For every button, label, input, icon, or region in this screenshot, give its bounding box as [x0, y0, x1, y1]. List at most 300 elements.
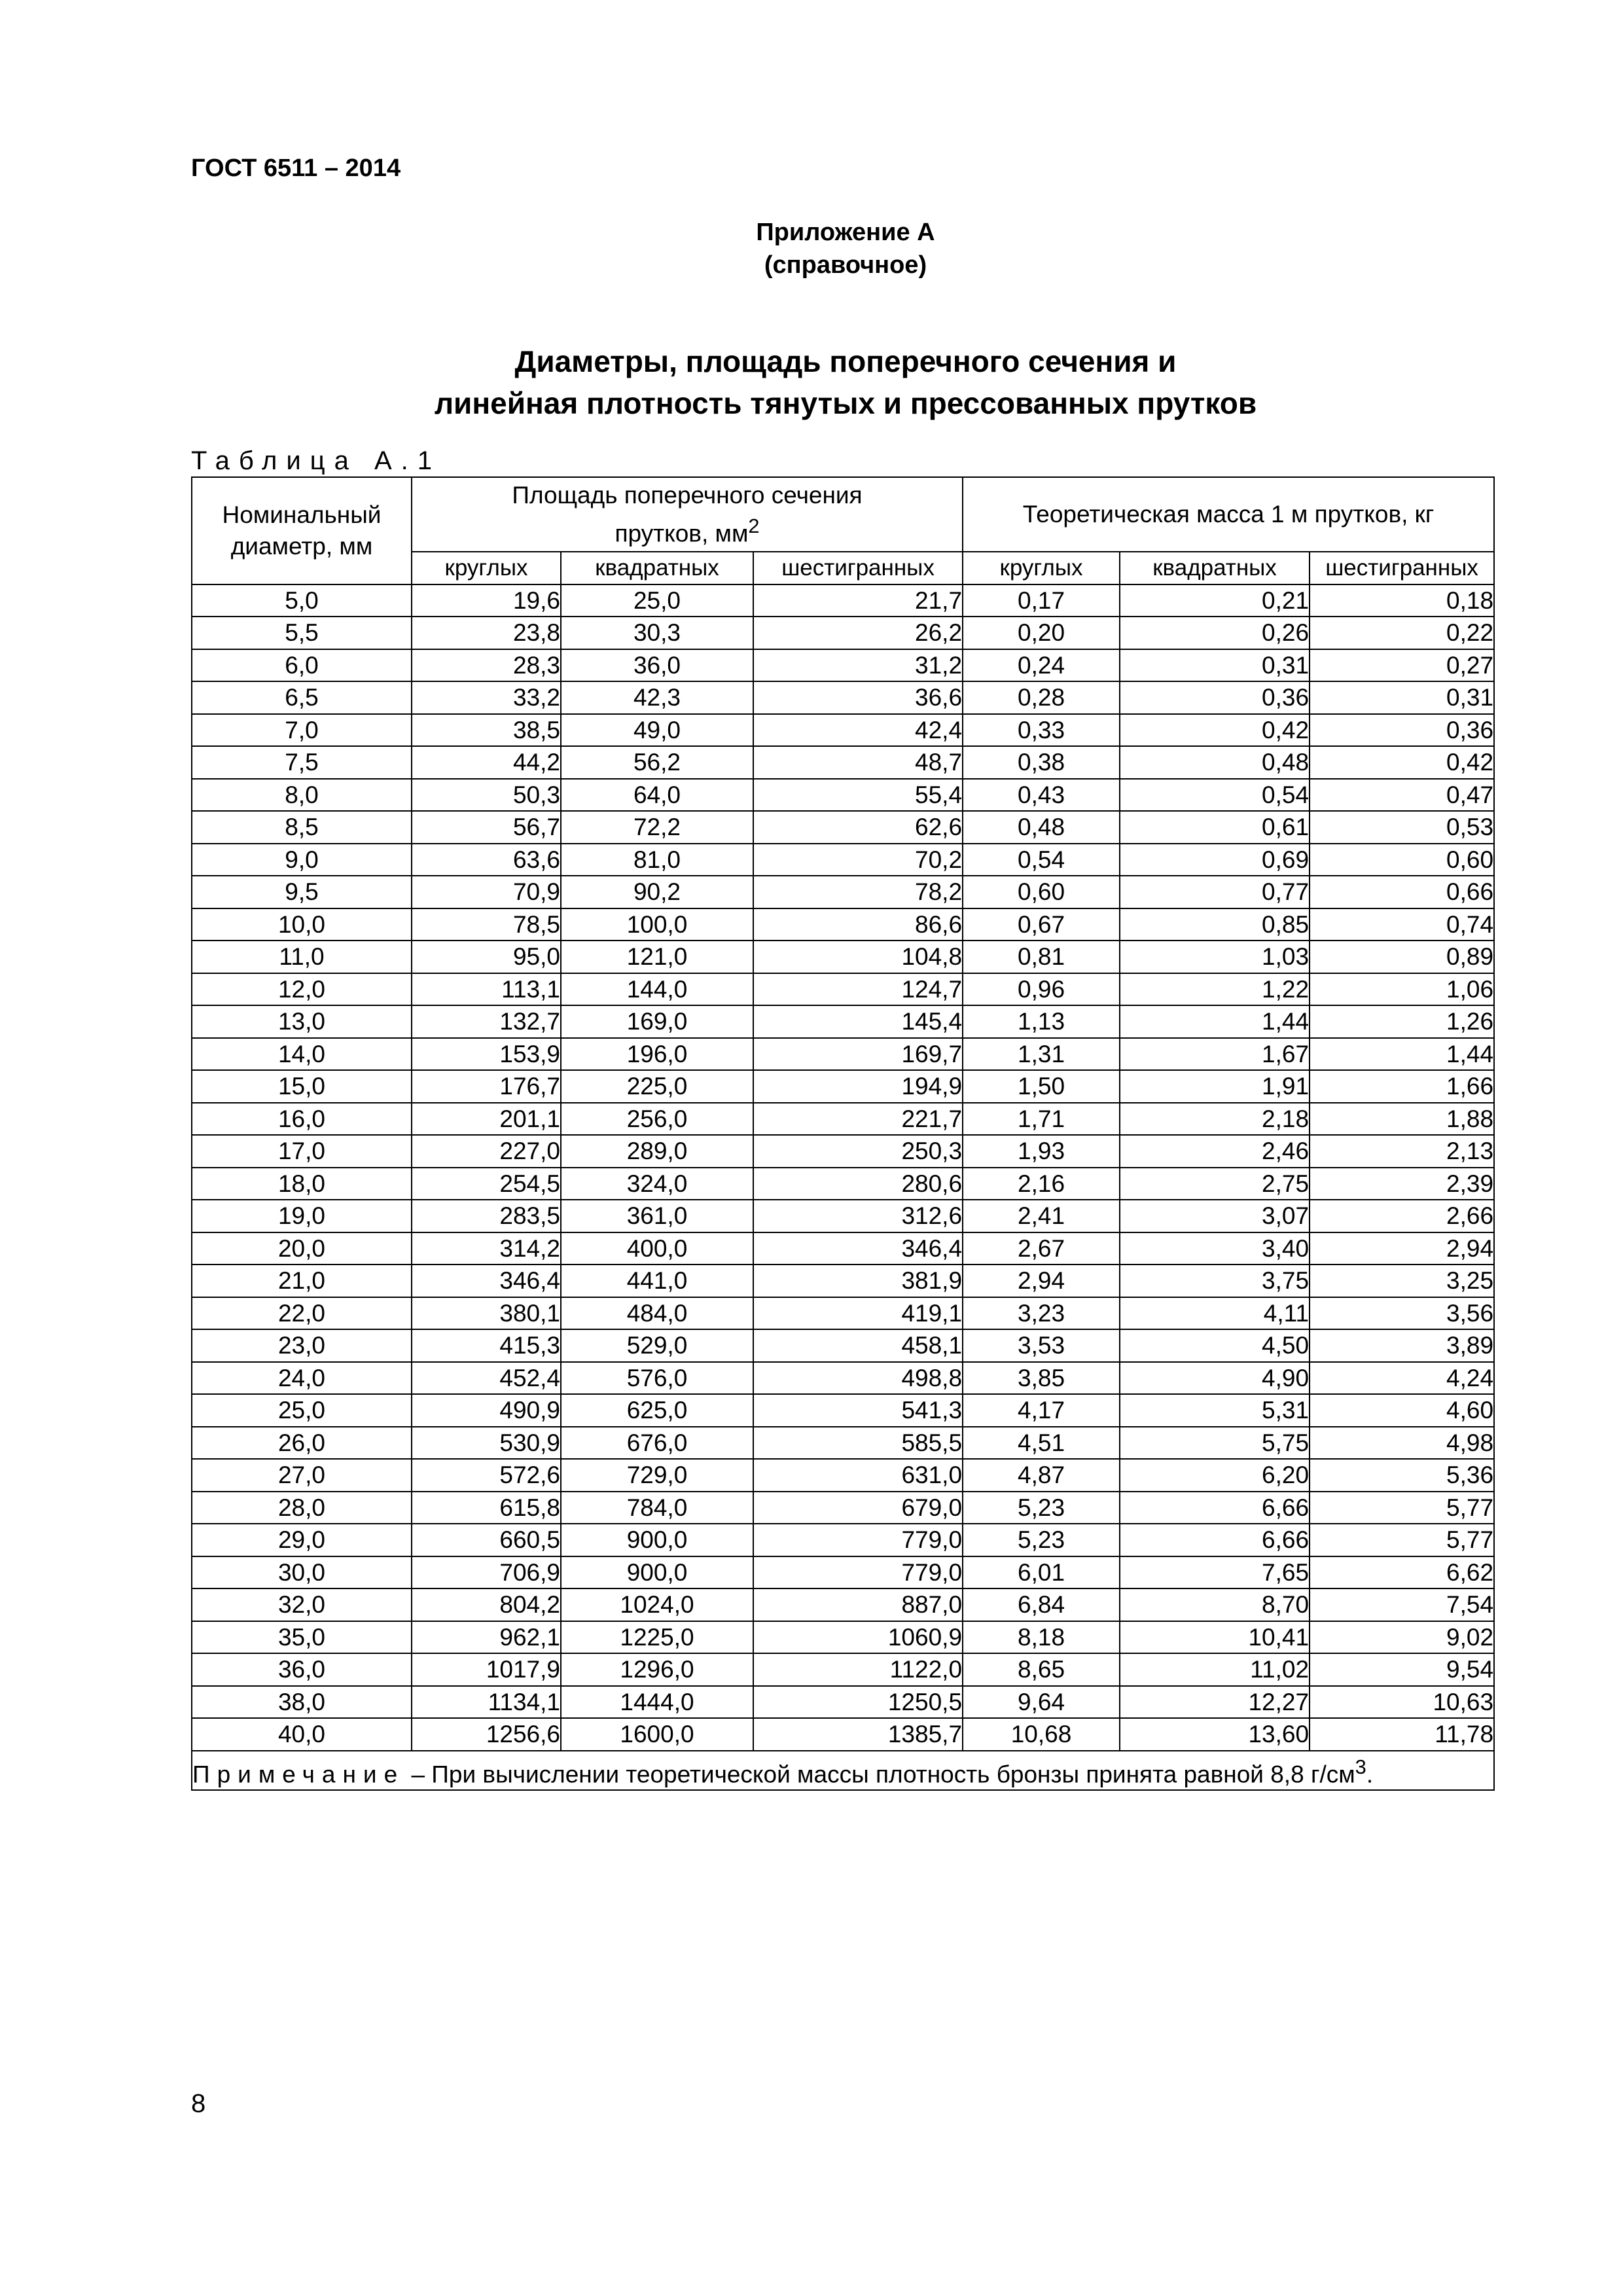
cell-mass-hexagonal: 5,77: [1310, 1524, 1494, 1556]
cell-area-round: 1134,1: [412, 1686, 561, 1719]
cell-area-hexagonal: 1060,9: [753, 1621, 963, 1654]
cell-mass-hexagonal: 9,54: [1310, 1653, 1494, 1686]
cell-area-hexagonal: 679,0: [753, 1492, 963, 1524]
cell-area-hexagonal: 887,0: [753, 1588, 963, 1621]
cell-mass-hexagonal: 2,94: [1310, 1232, 1494, 1265]
cell-area-square: 529,0: [561, 1329, 753, 1362]
cell-mass-square: 0,69: [1120, 844, 1310, 876]
cell-area-hexagonal: 86,6: [753, 908, 963, 941]
header-nominal-diameter: [192, 477, 412, 584]
cell-area-square: 576,0: [561, 1362, 753, 1395]
cell-mass-square: 4,50: [1120, 1329, 1310, 1362]
cell-area-round: 962,1: [412, 1621, 561, 1654]
cell-mass-hexagonal: 7,54: [1310, 1588, 1494, 1621]
cell-area-round: 1256,6: [412, 1718, 561, 1751]
page-title: [0, 340, 1623, 424]
cell-area-round: 19,6: [412, 584, 561, 617]
table-row: [192, 714, 1494, 747]
cell-mass-hexagonal: 0,47: [1310, 779, 1494, 812]
cell-area-hexagonal: 42,4: [753, 714, 963, 747]
cell-mass-square: 2,18: [1120, 1103, 1310, 1136]
table-row: [192, 876, 1494, 908]
cell-mass-square: 3,07: [1120, 1200, 1310, 1232]
cell-mass-square: 3,75: [1120, 1265, 1310, 1297]
cell-diameter: 21,0: [192, 1265, 412, 1297]
cell-area-square: 484,0: [561, 1297, 753, 1330]
cell-mass-hexagonal: 2,13: [1310, 1135, 1494, 1168]
cell-area-square: 196,0: [561, 1038, 753, 1071]
cell-area-hexagonal: 1122,0: [753, 1653, 963, 1686]
cell-area-round: 254,5: [412, 1168, 561, 1200]
cell-mass-hexagonal: 5,77: [1310, 1492, 1494, 1524]
table-row: [192, 1265, 1494, 1297]
cell-area-square: 169,0: [561, 1005, 753, 1038]
cell-mass-square: 1,03: [1120, 941, 1310, 973]
cell-area-square: 121,0: [561, 941, 753, 973]
cell-area-round: 283,5: [412, 1200, 561, 1232]
cell-area-round: 56,7: [412, 811, 561, 844]
cell-mass-round: 0,48: [963, 811, 1120, 844]
cell-mass-hexagonal: 9,02: [1310, 1621, 1494, 1654]
cell-area-square: 30,3: [561, 617, 753, 649]
cell-area-round: 1017,9: [412, 1653, 561, 1686]
cell-mass-round: 0,54: [963, 844, 1120, 876]
cell-area-hexagonal: 221,7: [753, 1103, 963, 1136]
cell-area-round: 63,6: [412, 844, 561, 876]
cell-area-round: 201,1: [412, 1103, 561, 1136]
cell-mass-round: 1,31: [963, 1038, 1120, 1071]
cell-area-hexagonal: 194,9: [753, 1070, 963, 1103]
note-label: Примечание: [192, 1760, 405, 1787]
cell-mass-square: 0,61: [1120, 811, 1310, 844]
cell-area-round: 95,0: [412, 941, 561, 973]
cell-diameter: 6,0: [192, 649, 412, 682]
header-nominal-diameter-line-1: Номинальный: [222, 501, 382, 529]
cell-area-round: 314,2: [412, 1232, 561, 1265]
cell-area-square: 100,0: [561, 908, 753, 941]
cell-diameter: 17,0: [192, 1135, 412, 1168]
cell-mass-round: 8,18: [963, 1621, 1120, 1654]
cell-mass-square: 1,22: [1120, 973, 1310, 1006]
cell-area-square: 400,0: [561, 1232, 753, 1265]
cell-area-hexagonal: 280,6: [753, 1168, 963, 1200]
cell-mass-round: 6,01: [963, 1556, 1120, 1589]
cell-mass-round: 2,94: [963, 1265, 1120, 1297]
cell-area-hexagonal: 124,7: [753, 973, 963, 1006]
cell-area-square: 72,2: [561, 811, 753, 844]
cell-area-round: 70,9: [412, 876, 561, 908]
cell-mass-round: 8,65: [963, 1653, 1120, 1686]
table-row: [192, 1459, 1494, 1492]
cell-diameter: 32,0: [192, 1588, 412, 1621]
cell-area-hexagonal: 62,6: [753, 811, 963, 844]
cell-area-round: 572,6: [412, 1459, 561, 1492]
cell-area-round: 28,3: [412, 649, 561, 682]
cell-area-hexagonal: 458,1: [753, 1329, 963, 1362]
table-row: [192, 1427, 1494, 1460]
cell-diameter: 23,0: [192, 1329, 412, 1362]
cell-mass-round: 3,85: [963, 1362, 1120, 1395]
table-row: [192, 1556, 1494, 1589]
cell-area-round: 415,3: [412, 1329, 561, 1362]
cell-area-round: 44,2: [412, 746, 561, 779]
cell-mass-hexagonal: 3,89: [1310, 1329, 1494, 1362]
cell-mass-hexagonal: 0,66: [1310, 876, 1494, 908]
cell-area-square: 81,0: [561, 844, 753, 876]
table-row: [192, 1394, 1494, 1427]
cell-area-square: 25,0: [561, 584, 753, 617]
header-area-line-2: [412, 511, 962, 549]
cell-mass-hexagonal: 11,78: [1310, 1718, 1494, 1751]
cell-diameter: 5,5: [192, 617, 412, 649]
cell-diameter: 28,0: [192, 1492, 412, 1524]
cell-area-round: 346,4: [412, 1265, 561, 1297]
cell-area-square: 676,0: [561, 1427, 753, 1460]
cell-diameter: 13,0: [192, 1005, 412, 1038]
cell-area-hexagonal: 631,0: [753, 1459, 963, 1492]
cell-area-round: 804,2: [412, 1588, 561, 1621]
cell-mass-round: 0,28: [963, 681, 1120, 714]
cell-area-hexagonal: 585,5: [753, 1427, 963, 1460]
cell-mass-hexagonal: 4,24: [1310, 1362, 1494, 1395]
page-number: 8: [191, 2089, 206, 2118]
cell-diameter: 25,0: [192, 1394, 412, 1427]
cell-mass-round: 2,16: [963, 1168, 1120, 1200]
cell-area-square: 144,0: [561, 973, 753, 1006]
cell-mass-hexagonal: 4,98: [1310, 1427, 1494, 1460]
cell-mass-hexagonal: 0,42: [1310, 746, 1494, 779]
cell-diameter: 6,5: [192, 681, 412, 714]
cell-mass-square: 5,75: [1120, 1427, 1310, 1460]
table-row: [192, 1329, 1494, 1362]
cell-mass-round: 0,33: [963, 714, 1120, 747]
cell-mass-hexagonal: 0,27: [1310, 649, 1494, 682]
table-row: [192, 1686, 1494, 1719]
cell-mass-square: 0,77: [1120, 876, 1310, 908]
cell-mass-hexagonal: 3,56: [1310, 1297, 1494, 1330]
cell-area-square: 784,0: [561, 1492, 753, 1524]
subheader-mass-hexagonal: шестигранных: [1310, 552, 1494, 584]
table-row: [192, 1038, 1494, 1071]
table-row: [192, 681, 1494, 714]
cell-mass-hexagonal: 1,26: [1310, 1005, 1494, 1038]
cell-diameter: 12,0: [192, 973, 412, 1006]
cell-mass-hexagonal: 10,63: [1310, 1686, 1494, 1719]
cell-area-hexagonal: 1385,7: [753, 1718, 963, 1751]
cell-mass-square: 0,42: [1120, 714, 1310, 747]
cell-diameter: 30,0: [192, 1556, 412, 1589]
cell-diameter: 18,0: [192, 1168, 412, 1200]
cell-diameter: 9,0: [192, 844, 412, 876]
cell-mass-hexagonal: 1,44: [1310, 1038, 1494, 1071]
cell-mass-hexagonal: 1,66: [1310, 1070, 1494, 1103]
cell-mass-hexagonal: 2,39: [1310, 1168, 1494, 1200]
cell-area-round: 615,8: [412, 1492, 561, 1524]
cell-mass-square: 0,36: [1120, 681, 1310, 714]
header-area-unit: прутков, мм: [615, 520, 749, 547]
cell-area-round: 33,2: [412, 681, 561, 714]
cell-mass-round: 0,24: [963, 649, 1120, 682]
cell-area-round: 23,8: [412, 617, 561, 649]
cell-area-hexagonal: 1250,5: [753, 1686, 963, 1719]
cell-mass-round: 0,38: [963, 746, 1120, 779]
cell-area-hexagonal: 36,6: [753, 681, 963, 714]
table-row: [192, 584, 1494, 617]
table-row: [192, 908, 1494, 941]
cell-mass-hexagonal: 1,88: [1310, 1103, 1494, 1136]
cell-mass-round: 0,60: [963, 876, 1120, 908]
table-body: [192, 584, 1494, 1751]
header-area-line-1: Площадь поперечного сечения: [512, 481, 863, 509]
cell-area-hexagonal: 78,2: [753, 876, 963, 908]
table-row: [192, 746, 1494, 779]
header-cross-section-area: [412, 477, 963, 552]
cell-mass-square: 0,21: [1120, 584, 1310, 617]
cell-mass-hexagonal: 6,62: [1310, 1556, 1494, 1589]
cell-mass-square: 11,02: [1120, 1653, 1310, 1686]
note-text: – При вычислении теоретической массы плотность бронзы принята равной 8,8 г/см: [404, 1760, 1355, 1787]
cell-area-square: 1444,0: [561, 1686, 753, 1719]
table-row: [192, 1524, 1494, 1556]
cell-mass-square: 12,27: [1120, 1686, 1310, 1719]
cell-area-square: 56,2: [561, 746, 753, 779]
cell-mass-round: 3,53: [963, 1329, 1120, 1362]
cell-mass-hexagonal: 0,22: [1310, 617, 1494, 649]
table-row: [192, 941, 1494, 973]
cell-area-square: 225,0: [561, 1070, 753, 1103]
cell-diameter: 24,0: [192, 1362, 412, 1395]
cell-area-round: 490,9: [412, 1394, 561, 1427]
appendix-type: (справочное): [764, 251, 927, 279]
table-row: [192, 1200, 1494, 1232]
cell-mass-square: 6,66: [1120, 1524, 1310, 1556]
table-note: [192, 1751, 1494, 1791]
cell-mass-hexagonal: 0,74: [1310, 908, 1494, 941]
cell-area-round: 176,7: [412, 1070, 561, 1103]
table-row: [192, 811, 1494, 844]
cell-area-hexagonal: 48,7: [753, 746, 963, 779]
table-row: [192, 779, 1494, 812]
cell-area-round: 706,9: [412, 1556, 561, 1589]
cell-area-square: 49,0: [561, 714, 753, 747]
cell-area-square: 1024,0: [561, 1588, 753, 1621]
subheader-area-round: круглых: [412, 552, 561, 584]
cell-area-hexagonal: 779,0: [753, 1524, 963, 1556]
cell-area-hexagonal: 498,8: [753, 1362, 963, 1395]
table-row: [192, 1621, 1494, 1654]
cell-mass-square: 6,66: [1120, 1492, 1310, 1524]
cell-area-round: 660,5: [412, 1524, 561, 1556]
cell-mass-round: 0,96: [963, 973, 1120, 1006]
cell-area-square: 64,0: [561, 779, 753, 812]
cell-area-square: 324,0: [561, 1168, 753, 1200]
table-row: [192, 844, 1494, 876]
cell-mass-hexagonal: 2,66: [1310, 1200, 1494, 1232]
cell-mass-round: 2,67: [963, 1232, 1120, 1265]
cell-area-hexagonal: 346,4: [753, 1232, 963, 1265]
cell-diameter: 15,0: [192, 1070, 412, 1103]
table-row: [192, 1653, 1494, 1686]
cell-area-square: 42,3: [561, 681, 753, 714]
cell-area-round: 380,1: [412, 1297, 561, 1330]
appendix-heading: [0, 216, 1623, 281]
cell-area-hexagonal: 31,2: [753, 649, 963, 682]
table-note-row: [192, 1751, 1494, 1791]
cell-area-hexagonal: 70,2: [753, 844, 963, 876]
cell-mass-round: 0,17: [963, 584, 1120, 617]
cell-area-round: 132,7: [412, 1005, 561, 1038]
cell-mass-round: 0,20: [963, 617, 1120, 649]
cell-area-square: 1225,0: [561, 1621, 753, 1654]
table-row: [192, 1232, 1494, 1265]
cell-mass-round: 10,68: [963, 1718, 1120, 1751]
cell-mass-square: 1,44: [1120, 1005, 1310, 1038]
cell-mass-square: 2,46: [1120, 1135, 1310, 1168]
cell-mass-round: 5,23: [963, 1524, 1120, 1556]
cell-mass-round: 2,41: [963, 1200, 1120, 1232]
cell-mass-hexagonal: 0,89: [1310, 941, 1494, 973]
cell-area-square: 441,0: [561, 1265, 753, 1297]
table-row: [192, 1492, 1494, 1524]
cell-mass-square: 0,48: [1120, 746, 1310, 779]
table-row: [192, 617, 1494, 649]
cell-mass-hexagonal: 0,31: [1310, 681, 1494, 714]
cell-diameter: 8,0: [192, 779, 412, 812]
cell-mass-round: 0,81: [963, 941, 1120, 973]
cell-area-square: 900,0: [561, 1524, 753, 1556]
cell-area-hexagonal: 419,1: [753, 1297, 963, 1330]
cell-mass-round: 6,84: [963, 1588, 1120, 1621]
cell-area-round: 452,4: [412, 1362, 561, 1395]
cell-mass-round: 1,93: [963, 1135, 1120, 1168]
cell-mass-hexagonal: 3,25: [1310, 1265, 1494, 1297]
cell-area-round: 530,9: [412, 1427, 561, 1460]
cell-area-hexagonal: 381,9: [753, 1265, 963, 1297]
appendix-label: Приложение А: [756, 219, 935, 246]
table-row: [192, 1135, 1494, 1168]
table-row: [192, 1718, 1494, 1751]
cell-mass-round: 0,43: [963, 779, 1120, 812]
cell-mass-round: 5,23: [963, 1492, 1120, 1524]
cell-diameter: 36,0: [192, 1653, 412, 1686]
header-theoretical-mass: Теоретическая масса 1 м прутков, кг: [963, 477, 1494, 552]
cell-mass-round: 1,13: [963, 1005, 1120, 1038]
cell-diameter: 29,0: [192, 1524, 412, 1556]
cell-mass-square: 6,20: [1120, 1459, 1310, 1492]
cell-mass-square: 8,70: [1120, 1588, 1310, 1621]
header-area-superscript: 2: [748, 514, 760, 538]
cell-mass-square: 0,85: [1120, 908, 1310, 941]
cell-mass-hexagonal: 0,36: [1310, 714, 1494, 747]
cell-mass-round: 3,23: [963, 1297, 1120, 1330]
cell-area-round: 227,0: [412, 1135, 561, 1168]
note-end: .: [1366, 1760, 1374, 1787]
cell-mass-round: 1,50: [963, 1070, 1120, 1103]
page-title-line-2: линейная плотность тянутых и прессованных прутков: [434, 386, 1257, 420]
table-row: [192, 1297, 1494, 1330]
table-row: [192, 1005, 1494, 1038]
cell-diameter: 10,0: [192, 908, 412, 941]
subheader-area-hexagonal: шестигранных: [753, 552, 963, 584]
cell-diameter: 26,0: [192, 1427, 412, 1460]
note-superscript: 3: [1355, 1755, 1366, 1778]
cell-mass-square: 0,26: [1120, 617, 1310, 649]
cell-area-round: 113,1: [412, 973, 561, 1006]
cell-mass-round: 4,51: [963, 1427, 1120, 1460]
cell-mass-square: 1,67: [1120, 1038, 1310, 1071]
cell-diameter: 14,0: [192, 1038, 412, 1071]
cell-area-hexagonal: 541,3: [753, 1394, 963, 1427]
table-caption: Таблица А.1: [191, 446, 441, 475]
cell-area-round: 38,5: [412, 714, 561, 747]
cell-diameter: 9,5: [192, 876, 412, 908]
cell-mass-hexagonal: 0,53: [1310, 811, 1494, 844]
cell-mass-square: 4,90: [1120, 1362, 1310, 1395]
cell-diameter: 7,5: [192, 746, 412, 779]
header-nominal-diameter-line-2: диаметр, мм: [230, 532, 373, 560]
cell-mass-square: 3,40: [1120, 1232, 1310, 1265]
cell-area-square: 289,0: [561, 1135, 753, 1168]
cell-mass-square: 2,75: [1120, 1168, 1310, 1200]
cell-mass-hexagonal: 0,18: [1310, 584, 1494, 617]
subheader-mass-round: круглых: [963, 552, 1120, 584]
cell-area-hexagonal: 779,0: [753, 1556, 963, 1589]
cell-area-square: 1600,0: [561, 1718, 753, 1751]
subheader-mass-square: квадратных: [1120, 552, 1310, 584]
cell-area-hexagonal: 55,4: [753, 779, 963, 812]
cell-area-round: 78,5: [412, 908, 561, 941]
table-row: [192, 1103, 1494, 1136]
cell-mass-square: 13,60: [1120, 1718, 1310, 1751]
table-row: [192, 649, 1494, 682]
cell-diameter: 5,0: [192, 584, 412, 617]
cell-mass-square: 5,31: [1120, 1394, 1310, 1427]
table-row: [192, 1588, 1494, 1621]
cell-area-hexagonal: 145,4: [753, 1005, 963, 1038]
cell-mass-square: 7,65: [1120, 1556, 1310, 1589]
cell-area-round: 50,3: [412, 779, 561, 812]
cell-diameter: 16,0: [192, 1103, 412, 1136]
subheader-area-square: квадратных: [561, 552, 753, 584]
cell-mass-square: 0,54: [1120, 779, 1310, 812]
cell-area-round: 153,9: [412, 1038, 561, 1071]
cell-mass-round: 0,67: [963, 908, 1120, 941]
cell-area-hexagonal: 312,6: [753, 1200, 963, 1232]
cell-area-square: 361,0: [561, 1200, 753, 1232]
table-row: [192, 1168, 1494, 1200]
page-title-line-1: Диаметры, площадь поперечного сечения и: [514, 344, 1177, 378]
cell-area-hexagonal: 21,7: [753, 584, 963, 617]
cell-mass-square: 4,11: [1120, 1297, 1310, 1330]
cell-diameter: 40,0: [192, 1718, 412, 1751]
cell-diameter: 11,0: [192, 941, 412, 973]
cell-area-hexagonal: 169,7: [753, 1038, 963, 1071]
cell-area-square: 1296,0: [561, 1653, 753, 1686]
cell-mass-hexagonal: 4,60: [1310, 1394, 1494, 1427]
cell-diameter: 27,0: [192, 1459, 412, 1492]
document-code: ГОСТ 6511 – 2014: [191, 154, 401, 182]
cell-mass-round: 4,87: [963, 1459, 1120, 1492]
cell-mass-hexagonal: 0,60: [1310, 844, 1494, 876]
cell-mass-hexagonal: 5,36: [1310, 1459, 1494, 1492]
cell-mass-round: 1,71: [963, 1103, 1120, 1136]
cell-diameter: 22,0: [192, 1297, 412, 1330]
cell-area-square: 36,0: [561, 649, 753, 682]
cell-area-hexagonal: 104,8: [753, 941, 963, 973]
data-table: [191, 476, 1495, 1791]
table-row: [192, 973, 1494, 1006]
cell-diameter: 7,0: [192, 714, 412, 747]
